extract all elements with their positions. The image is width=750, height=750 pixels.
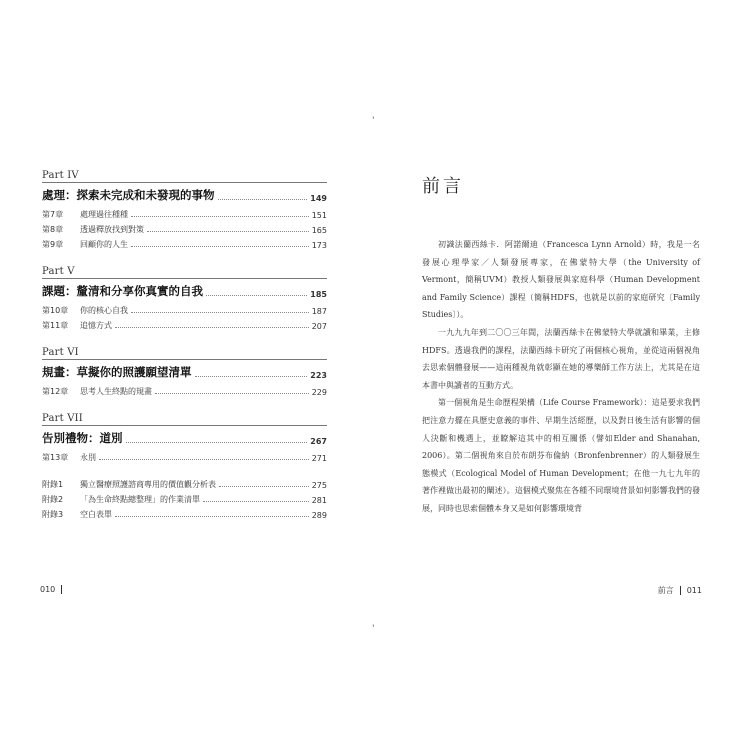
chapter-number: 第12章 bbox=[42, 387, 69, 396]
toc-page bbox=[42, 170, 327, 524]
leader-dots bbox=[195, 376, 308, 377]
chapter-row[interactable] bbox=[42, 452, 327, 463]
leader-dots bbox=[203, 501, 309, 502]
appendix-row[interactable] bbox=[42, 479, 327, 490]
appendix-number: 附錄2 bbox=[42, 495, 64, 504]
chapter-number: 第8章 bbox=[42, 225, 64, 234]
preface-heading: 前言 bbox=[422, 176, 464, 197]
part-title: 告別禮物：道別 bbox=[42, 431, 123, 445]
part-title: 規畫：草擬你的照護願望清單 bbox=[42, 365, 192, 379]
chapter-row[interactable] bbox=[42, 320, 327, 331]
page-number: 173 bbox=[311, 241, 327, 250]
chapter-number: 第11章 bbox=[42, 321, 69, 330]
crop-mark-top: ' bbox=[372, 116, 375, 126]
page-number: 271 bbox=[311, 454, 327, 463]
part-title: 課題：釐清和分享你真實的自我 bbox=[42, 284, 203, 298]
part-title-row[interactable] bbox=[42, 187, 327, 203]
leader-dots bbox=[115, 327, 309, 328]
leader-dots bbox=[206, 295, 307, 296]
part-title-row[interactable] bbox=[42, 364, 327, 380]
chapter-row[interactable] bbox=[42, 239, 327, 250]
leader-dots bbox=[155, 393, 309, 394]
preface-paragraph: 一九九九年到二〇〇三年間，法蘭西絲卡在佛蒙特大學就讀和畢業，主修HDFS。透過我們的課程，法蘭西絲卡研究了兩個核心視角，並從這兩個視角去思索個體發展——這兩種視角就彰顯在她的導樂師工作方法上，尤其是在這本書中與讀者的互動方式。 bbox=[422, 327, 700, 390]
leader-dots bbox=[115, 516, 309, 517]
leader-dots bbox=[131, 246, 309, 247]
page-number: 149 bbox=[310, 194, 327, 203]
appendix-list bbox=[42, 479, 327, 520]
part-label: Part V bbox=[42, 266, 327, 279]
page-number: 185 bbox=[310, 290, 327, 299]
preface-paragraph: 初識法蘭西絲卡．阿諾爾迪（Francesca Lynn Arnold）時，我是一名發展心理學家／人類發展專家，在佛蒙特大學（the University of Vermont，簡稱UVM）教授人類發展與家庭科學（Human Development and Family Science）課程（簡稱HDFS，也就是以前的家庭研究〔Family Studies〕）。 bbox=[422, 240, 700, 320]
page-number: 187 bbox=[311, 307, 327, 316]
page-number: 229 bbox=[311, 388, 327, 397]
running-section-title: 前言 bbox=[657, 586, 674, 595]
part-label: Part VII bbox=[42, 413, 327, 426]
toc-part bbox=[42, 170, 327, 250]
leader-dots bbox=[131, 216, 309, 217]
right-page-folio bbox=[658, 585, 702, 596]
appendix-title: 「為生命終點總整理」的作業清單 bbox=[80, 495, 200, 504]
page-number: 151 bbox=[311, 211, 327, 220]
left-page-folio bbox=[40, 585, 62, 594]
page-number: 267 bbox=[310, 437, 327, 446]
leader-dots bbox=[219, 486, 309, 487]
leader-dots bbox=[131, 312, 309, 313]
appendix-title: 獨立醫療照護諮商專用的價值觀分析表 bbox=[80, 480, 216, 489]
preface-paragraph: 第一個視角是生命歷程架構（Life Course Framework）：這是要求我們把注意力擺在具歷史意義的事件、早期生活經歷，以及對日後生活有影響的個人決斷和機遇上，並瞭解這其中的相互關係（譬如Elder and Shanahan, 2006）。第二個視角來自於布朗芬布倫納（Bronfenbrenner）的人類發展生態模式（Ecological Model of Human Development；在他一九七九年的著作裡做出最初的闡述）。這個模式聚焦在各種不同環境背景如何影響我們的發展，同時也思索個體本身又是如何影響環境背 bbox=[422, 398, 700, 513]
toc-part bbox=[42, 413, 327, 463]
chapter-row[interactable] bbox=[42, 224, 327, 235]
folio-divider bbox=[680, 586, 681, 595]
leader-dots bbox=[147, 231, 309, 232]
page-number: 223 bbox=[310, 371, 327, 380]
appendix-row[interactable] bbox=[42, 509, 327, 520]
chapter-number: 第7章 bbox=[42, 210, 64, 219]
leader-dots bbox=[218, 199, 308, 200]
page-number: 275 bbox=[311, 481, 327, 490]
part-title-row[interactable] bbox=[42, 283, 327, 299]
chapter-title: 你的核心自我 bbox=[80, 306, 128, 315]
left-page-number: 010 bbox=[40, 585, 56, 594]
leader-dots bbox=[99, 459, 309, 460]
page-number: 165 bbox=[311, 226, 327, 235]
page-number: 281 bbox=[311, 496, 327, 505]
page-number: 207 bbox=[311, 322, 327, 331]
right-page-number: 011 bbox=[686, 586, 702, 595]
toc-part bbox=[42, 347, 327, 397]
page-number: 289 bbox=[311, 511, 327, 520]
crop-mark-bottom: ' bbox=[372, 624, 375, 634]
appendix-title: 空白表單 bbox=[80, 510, 112, 519]
appendix-row[interactable] bbox=[42, 494, 327, 505]
chapter-row[interactable] bbox=[42, 209, 327, 220]
preface-page bbox=[422, 172, 700, 518]
chapter-number: 第10章 bbox=[42, 306, 69, 315]
part-label: Part IV bbox=[42, 170, 327, 183]
chapter-number: 第9章 bbox=[42, 240, 64, 249]
chapter-title: 處理過往種種 bbox=[80, 210, 128, 219]
chapter-title: 思考人生終點的規畫 bbox=[80, 387, 152, 396]
folio-divider bbox=[61, 585, 62, 594]
chapter-title: 透過釋放找到對策 bbox=[80, 225, 144, 234]
appendix-number: 附錄1 bbox=[42, 480, 64, 489]
part-label: Part VI bbox=[42, 347, 327, 360]
toc-part bbox=[42, 266, 327, 331]
chapter-row[interactable] bbox=[42, 305, 327, 316]
chapter-title: 回顧你的人生 bbox=[80, 240, 128, 249]
chapter-row[interactable] bbox=[42, 386, 327, 397]
chapter-number: 第13章 bbox=[42, 453, 69, 462]
chapter-title: 追憶方式 bbox=[80, 321, 112, 330]
appendix-number: 附錄3 bbox=[42, 510, 64, 519]
part-title-row[interactable] bbox=[42, 430, 327, 446]
chapter-title: 永別 bbox=[80, 453, 96, 462]
part-title: 處理：探索未完成和未發現的事物 bbox=[42, 188, 215, 202]
leader-dots bbox=[126, 442, 308, 443]
